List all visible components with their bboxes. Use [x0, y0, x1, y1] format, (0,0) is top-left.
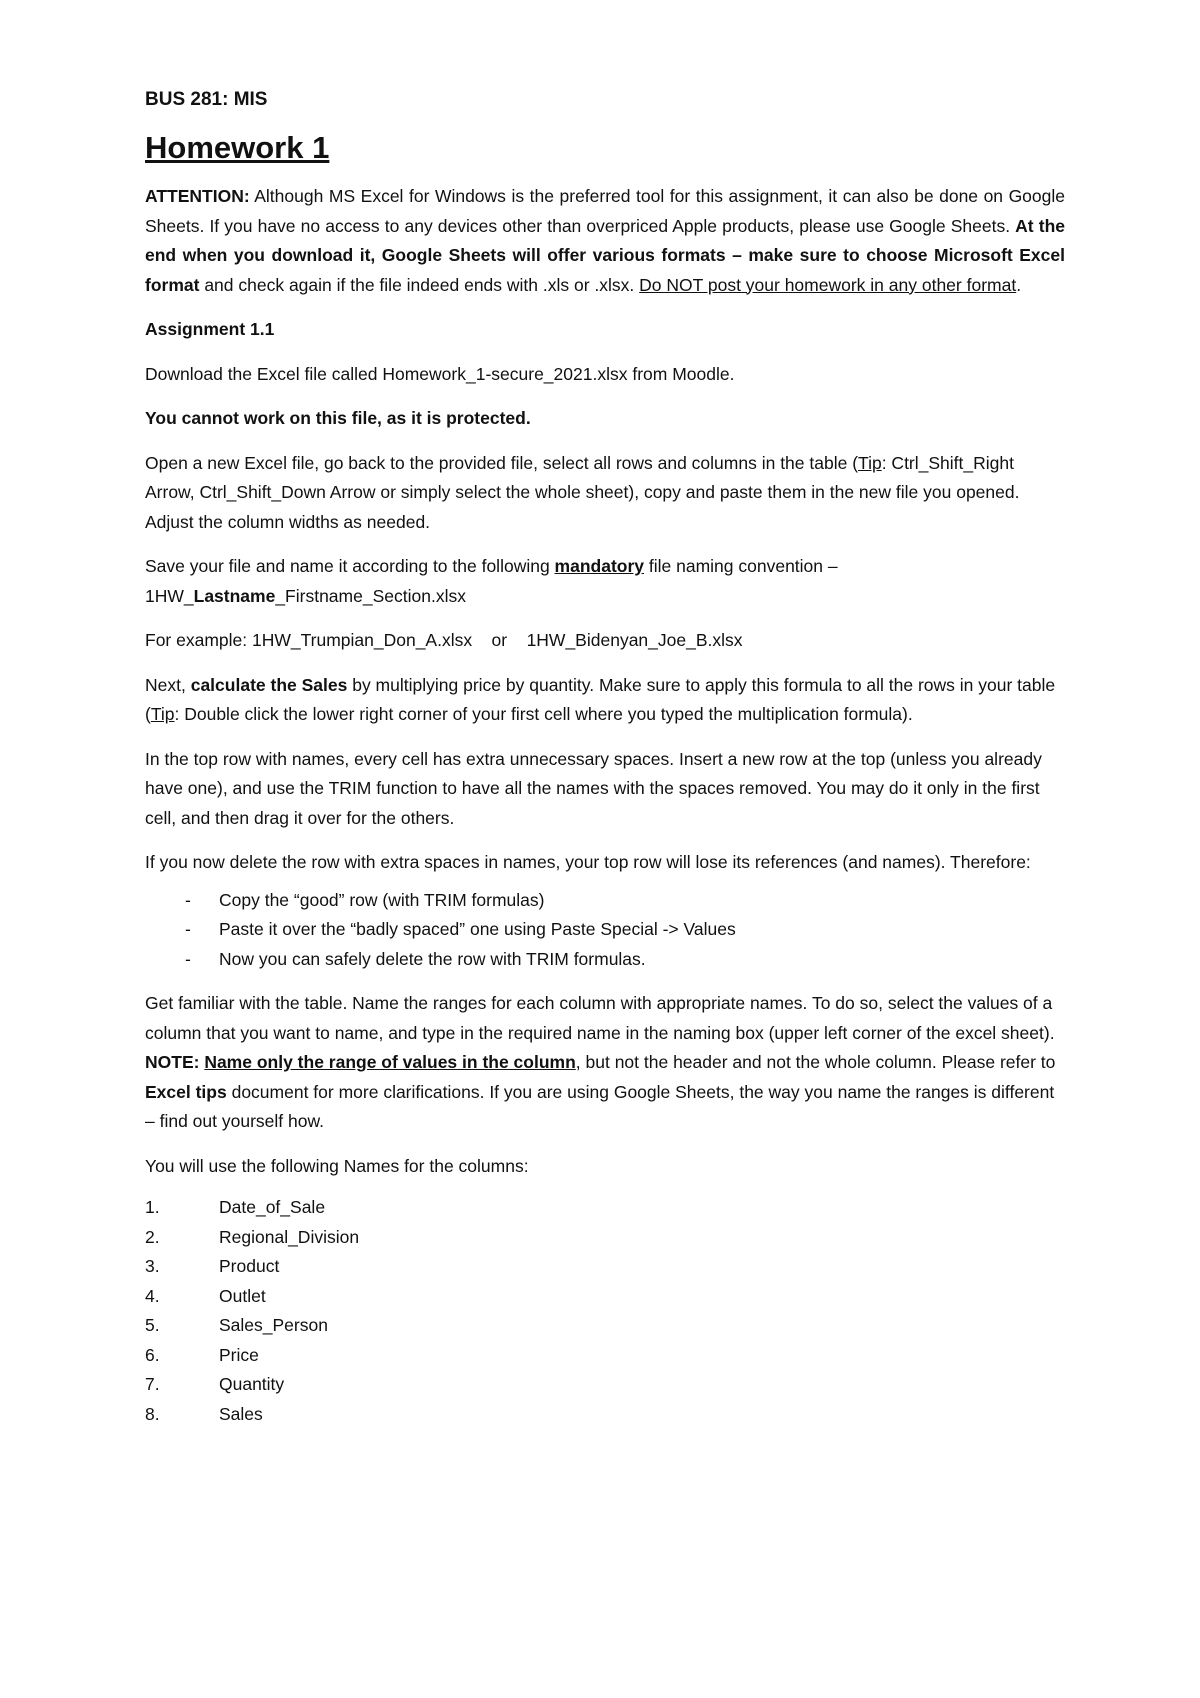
tip-label: Tip: [150, 704, 175, 724]
fam-text-a: Get familiar with the table. Name the ranges for each column with appropriate names. To do so, select the values of a column that you want to name, and type in the required name in the naming box (upper left corner of the excel sheet).: [145, 993, 1055, 1043]
lastname-label: Lastname: [193, 585, 276, 606]
next-text-d: : Double click the lower right corner of your first cell where you typed the multiplication formula).: [174, 704, 913, 724]
list-item: - Now you can safely delete the row with TRIM formulas.: [145, 945, 1065, 975]
assignment-heading: Assignment 1.1: [145, 319, 275, 339]
column-name: Sales: [219, 1403, 263, 1424]
list-item: [145, 1311, 1065, 1341]
protected-warning: You cannot work on this file, as it is protected.: [145, 408, 531, 428]
list-item: - Copy the “good” row (with TRIM formulas): [145, 886, 1065, 916]
column-names-list: [145, 1193, 1065, 1429]
list-number: 3.: [145, 1256, 160, 1276]
list-number: 7.: [145, 1374, 160, 1394]
list-item: - Paste it over the “badly spaced” one using Paste Special -> Values: [145, 915, 1065, 945]
list-number: 5.: [145, 1315, 160, 1335]
list-number: 2.: [145, 1226, 160, 1247]
save-text-b: file naming convention – 1HW_: [145, 556, 838, 606]
attention-text-1: Although MS Excel for Windows is the preferred tool for this assignment, it can also be done on Google Sheets. If you have no access to any devices other than overpriced Apple products, please use Google Sheets.: [145, 186, 1065, 236]
list-number: 4.: [145, 1285, 160, 1306]
next-text-c: by multiplying price by quantity. Make sure to apply this formula to all the rows in your table (: [145, 674, 1056, 724]
open-file-paragraph: [145, 449, 1065, 538]
column-name: Product: [219, 1256, 280, 1276]
attention-label: ATTENTION:: [145, 186, 250, 206]
excel-tips-label: Excel tips: [145, 1081, 227, 1102]
column-name: Sales_Person: [219, 1315, 328, 1335]
open-text-a: Open a new Excel file, go back to the provided file, select all rows and columns in the table (: [145, 452, 859, 473]
open-text-b: : Ctrl_Shift_Right Arrow, Ctrl_Shift_Down Arrow or simply select the whole sheet), copy and paste them in the new file you opened. Adjust the column widths as needed.: [145, 452, 1020, 532]
list-item: [145, 1370, 1065, 1400]
save-text-c: _Firstname_Section.xlsx: [275, 585, 466, 606]
name-range-instruction: Name only the range of values in the column: [204, 1052, 576, 1072]
tip-label: Tip: [858, 452, 882, 473]
next-text-a: Next,: [145, 674, 191, 695]
column-name: Price: [219, 1344, 259, 1365]
list-number: 1.: [145, 1197, 160, 1217]
download-paragraph: Download the Excel file called Homework_1-secure_2021.xlsx from Moodle.: [145, 363, 735, 384]
calculate-sales-paragraph: [145, 671, 1065, 730]
fam-text-b: , but not the header and not the whole column. Please refer to: [575, 1052, 1056, 1072]
save-file-paragraph: [145, 552, 1065, 611]
list-item: [145, 1193, 1065, 1223]
column-name: Date_of_Sale: [219, 1197, 326, 1217]
calculate-sales-label: calculate the Sales: [190, 674, 348, 695]
list-number: 8.: [145, 1403, 160, 1424]
page-title: Homework 1: [145, 130, 330, 165]
names-intro: You will use the following Names for the columns:: [145, 1155, 529, 1176]
list-item: [145, 1282, 1065, 1312]
attention-text-3: .: [1016, 274, 1022, 295]
trim-paragraph: In the top row with names, every cell has extra unnecessary spaces. Insert a new row at the top (unless you already have one), and use the TRIM function to have all the names with the spaces removed. You may do it only in the first cell, and then drag it over for the others.: [145, 748, 1042, 828]
example-filenames: For example: 1HW_Trumpian_Don_A.xlsx or 1HW_Bidenyan_Joe_B.xlsx: [145, 630, 743, 650]
name-ranges-paragraph: [145, 989, 1065, 1137]
delete-row-paragraph: If you now delete the row with extra spaces in names, your top row will lose its references (and names). Therefore:: [145, 852, 1031, 872]
column-name: Regional_Division: [219, 1226, 360, 1247]
list-item: [145, 1252, 1065, 1282]
list-item: [145, 1223, 1065, 1253]
document-page: [145, 88, 1065, 1429]
save-text-a: Save your file and name it according to the following: [145, 556, 555, 576]
list-item: [145, 1341, 1065, 1371]
trim-steps-list: [145, 886, 1065, 975]
fam-text-c: document for more clarifications. If you are using Google Sheets, the way you name the ranges is different – find out yourself how.: [145, 1081, 1055, 1131]
attention-underlined-text: Do NOT post your homework in any other format: [639, 274, 1017, 295]
course-code: BUS 281: MIS: [145, 89, 268, 110]
list-item: [145, 1400, 1065, 1430]
note-label: NOTE:: [145, 1052, 205, 1072]
mandatory-label: mandatory: [554, 556, 645, 576]
column-name: Quantity: [219, 1374, 285, 1394]
attention-text-2: and check again if the file indeed ends with .xls or .xlsx.: [199, 274, 640, 295]
attention-paragraph: [145, 182, 1065, 300]
attention-bold-text: At the end when you download it, Google Sheets will offer various formats – make sure to choose Microsoft Excel format: [145, 215, 1065, 295]
list-number: 6.: [145, 1344, 160, 1365]
column-name: Outlet: [219, 1285, 266, 1306]
